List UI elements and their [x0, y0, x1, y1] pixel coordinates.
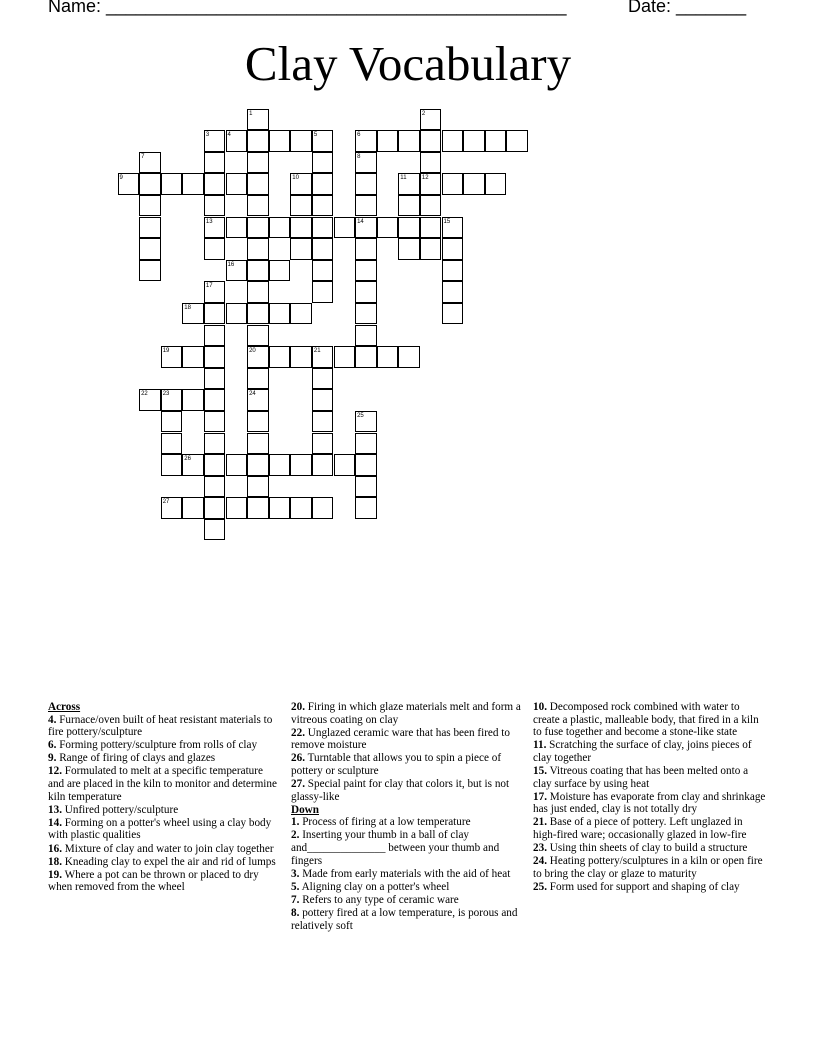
grid-cell[interactable] — [290, 497, 312, 519]
clue-item — [291, 894, 521, 907]
grid-cell[interactable] — [398, 173, 420, 195]
grid-cell[interactable] — [247, 389, 269, 411]
grid-cell[interactable] — [226, 130, 248, 152]
grid-cell[interactable] — [377, 217, 399, 239]
grid-cell[interactable] — [204, 217, 226, 239]
clue-number-label: 22. — [291, 726, 305, 739]
grid-cell[interactable] — [247, 152, 269, 174]
grid-cell[interactable] — [204, 173, 226, 195]
grid-cell[interactable] — [204, 476, 226, 498]
name-field-label[interactable]: Name: ______________________________________________ — [48, 0, 567, 16]
grid-cell[interactable] — [269, 346, 291, 368]
grid-cell[interactable] — [226, 260, 248, 282]
grid-cell[interactable] — [204, 454, 226, 476]
clue-number-label: 6. — [48, 739, 57, 752]
grid-cell[interactable] — [182, 173, 204, 195]
grid-cell[interactable] — [442, 260, 464, 282]
clue-text: Decomposed rock combined with water to create a plastic, malleable body, that fired in a kiln to fuse together and become a stone-like state — [533, 701, 759, 739]
grid-cell[interactable] — [312, 195, 334, 217]
grid-cell[interactable] — [312, 389, 334, 411]
grid-cell[interactable] — [290, 130, 312, 152]
clue-text: Formulated to melt at a specific temperature and are placed in the kiln to monitor and determine kiln temperature — [48, 765, 277, 803]
grid-cell[interactable] — [204, 303, 226, 325]
grid-cell[interactable] — [290, 454, 312, 476]
clue-number-label: 12. — [48, 765, 62, 778]
grid-cell[interactable] — [442, 130, 464, 152]
grid-cell[interactable] — [247, 497, 269, 519]
clue-item — [291, 701, 521, 726]
clue-text: Using thin sheets of clay to build a structure — [546, 842, 748, 855]
clue-number: 10 — [292, 175, 299, 182]
grid-cell[interactable] — [485, 130, 507, 152]
clue-text: Made from early materials with the aid of heat — [299, 867, 511, 880]
clue-number: 8 — [357, 153, 361, 160]
grid-cell[interactable] — [355, 411, 377, 433]
page-title: Clay Vocabulary — [244, 36, 572, 91]
clue-number-label: 23. — [533, 842, 547, 855]
grid-cell[interactable] — [204, 130, 226, 152]
grid-cell[interactable] — [182, 497, 204, 519]
grid-cell[interactable] — [506, 130, 528, 152]
clue-text: Range of firing of clays and glazes — [56, 752, 216, 765]
clue-number-label: 19. — [48, 868, 62, 881]
grid-cell[interactable] — [355, 433, 377, 455]
grid-cell[interactable] — [247, 130, 269, 152]
grid-cell[interactable] — [247, 281, 269, 303]
grid-cell[interactable] — [355, 281, 377, 303]
grid-cell[interactable] — [204, 433, 226, 455]
grid-cell[interactable] — [269, 130, 291, 152]
grid-cell[interactable] — [312, 130, 334, 152]
clue-text: Unglazed ceramic ware that has been fired to remove moisture — [291, 726, 510, 752]
grid-cell[interactable] — [442, 173, 464, 195]
grid-cell[interactable] — [139, 173, 161, 195]
clue-number: 20 — [249, 348, 256, 355]
clue-number: 11 — [400, 175, 407, 182]
clue-number: 4 — [227, 132, 231, 139]
grid-cell[interactable] — [247, 195, 269, 217]
clues-column-3 — [533, 701, 768, 894]
clue-number-label: 9. — [48, 752, 57, 765]
grid-cell[interactable] — [139, 389, 161, 411]
grid-cell[interactable] — [247, 368, 269, 390]
clue-text: pottery fired at a low temperature, is porous and relatively soft — [291, 907, 518, 932]
grid-cell[interactable] — [247, 173, 269, 195]
grid-cell[interactable] — [312, 411, 334, 433]
clue-item — [48, 804, 278, 817]
grid-cell[interactable] — [355, 260, 377, 282]
grid-cell[interactable] — [226, 173, 248, 195]
grid-cell[interactable] — [355, 346, 377, 368]
clue-item — [291, 752, 521, 777]
grid-cell[interactable] — [226, 303, 248, 325]
grid-cell[interactable] — [247, 346, 269, 368]
grid-cell[interactable] — [139, 195, 161, 217]
grid-cell[interactable] — [398, 346, 420, 368]
clue-text: Where a pot can be thrown or placed to dry when removed from the wheel — [48, 868, 259, 894]
clue-number: 6 — [357, 132, 361, 139]
grid-cell[interactable] — [355, 497, 377, 519]
grid-cell[interactable] — [290, 346, 312, 368]
clue-number-label: 25. — [533, 880, 547, 893]
grid-cell[interactable] — [420, 173, 442, 195]
grid-cell[interactable] — [269, 497, 291, 519]
grid-cell[interactable] — [247, 109, 269, 131]
clue-item — [533, 791, 768, 816]
grid-cell[interactable] — [118, 173, 140, 195]
clue-text: Forming on a potter's wheel using a clay body with plastic qualities — [48, 816, 272, 842]
clue-item — [291, 881, 521, 894]
grid-cell[interactable] — [204, 411, 226, 433]
grid-cell[interactable] — [269, 454, 291, 476]
clue-number-label: 8. — [291, 907, 300, 919]
clues-column-1 — [48, 701, 278, 894]
clue-number-label: 18. — [48, 855, 62, 868]
clue-item — [533, 739, 768, 764]
grid-cell[interactable] — [485, 173, 507, 195]
clue-text: Inserting your thumb in a ball of clay and______________ between your thumb and fingers — [291, 829, 500, 867]
grid-cell[interactable] — [355, 476, 377, 498]
clue-text: Form used for support and shaping of clay — [546, 880, 740, 893]
grid-cell[interactable] — [161, 497, 183, 519]
grid-cell[interactable] — [161, 433, 183, 455]
grid-cell[interactable] — [161, 173, 183, 195]
clue-number-label: 21. — [533, 816, 547, 829]
clue-item — [48, 752, 278, 765]
clue-item — [291, 829, 521, 867]
grid-cell[interactable] — [226, 217, 248, 239]
grid-cell[interactable] — [182, 303, 204, 325]
clue-number: 23 — [162, 391, 170, 398]
grid-cell[interactable] — [398, 195, 420, 217]
grid-cell[interactable] — [312, 497, 334, 519]
grid-cell[interactable] — [312, 454, 334, 476]
clue-text: Aligning clay on a potter's wheel — [299, 880, 450, 893]
clue-number: 24 — [249, 391, 256, 398]
clue-text: Vitreous coating that has been melted onto a clay surface by using heat — [533, 764, 749, 790]
clue-item — [291, 868, 521, 881]
grid-cell[interactable] — [161, 454, 183, 476]
clue-number-label: 20. — [291, 701, 305, 713]
clue-number: 5 — [313, 132, 318, 139]
grid-cell[interactable] — [334, 346, 356, 368]
clue-item — [48, 843, 278, 856]
clue-number: 18 — [184, 304, 191, 311]
clue-number-label: 4. — [48, 713, 57, 726]
grid-cell[interactable] — [204, 368, 226, 390]
clue-number-label: 2. — [291, 829, 300, 842]
grid-cell[interactable] — [204, 389, 226, 411]
clue-item — [533, 842, 768, 855]
grid-cell[interactable] — [139, 152, 161, 174]
grid-cell[interactable] — [290, 195, 312, 217]
grid-cell[interactable] — [355, 325, 377, 347]
grid-cell[interactable] — [290, 217, 312, 239]
grid-cell[interactable] — [398, 130, 420, 152]
clues-column-2 — [291, 701, 521, 933]
grid-cell[interactable] — [269, 217, 291, 239]
grid-cell[interactable] — [269, 303, 291, 325]
grid-cell[interactable] — [269, 260, 291, 282]
clue-number-label: 7. — [291, 893, 300, 906]
clue-number: 15 — [443, 218, 451, 225]
clue-number: 1 — [249, 110, 253, 117]
clue-item — [48, 714, 278, 739]
clue-text: Heating pottery/sculptures in a kiln or open fire to bring the clay or glaze to maturity — [533, 855, 763, 880]
clue-number: 14 — [357, 218, 364, 225]
grid-cell[interactable] — [334, 454, 356, 476]
clue-number-label: 3. — [291, 867, 300, 880]
clue-text: Moisture has evaporate from clay and shrinkage has just ended, clay is not totally dry — [533, 790, 766, 816]
grid-cell[interactable] — [204, 281, 226, 303]
grid-cell[interactable] — [420, 195, 442, 217]
grid-cell[interactable] — [355, 152, 377, 174]
grid-cell[interactable] — [182, 454, 204, 476]
clue-item — [48, 817, 278, 842]
grid-cell[interactable] — [247, 303, 269, 325]
grid-cell[interactable] — [312, 152, 334, 174]
grid-cell[interactable] — [355, 238, 377, 260]
clue-text: Furnace/oven built of heat resistant materials to fire pottery/sculpture — [48, 713, 273, 739]
clue-text: Unfired pottery/sculpture — [61, 803, 179, 816]
grid-cell[interactable] — [161, 411, 183, 433]
grid-cell[interactable] — [204, 238, 226, 260]
clue-text: Base of a piece of pottery. Left unglazed in high-fired ware; occasionally glazed in low-fire — [533, 816, 747, 841]
grid-cell[interactable] — [355, 195, 377, 217]
clue-item — [533, 881, 768, 894]
grid-cell[interactable] — [204, 325, 226, 347]
grid-cell[interactable] — [312, 260, 334, 282]
clue-number: 9 — [119, 175, 123, 182]
grid-cell[interactable] — [442, 281, 464, 303]
grid-cell[interactable] — [139, 217, 161, 239]
grid-cell[interactable] — [139, 260, 161, 282]
clue-number-label: 27. — [291, 778, 305, 791]
clue-text: Special paint for clay that colors it, but is not glassy-like — [291, 778, 510, 803]
grid-cell[interactable] — [312, 346, 334, 368]
clue-number: 7 — [141, 153, 145, 160]
grid-cell[interactable] — [312, 173, 334, 195]
grid-cell[interactable] — [355, 173, 377, 195]
grid-cell[interactable] — [204, 346, 226, 368]
grid-cell[interactable] — [420, 109, 442, 131]
grid-cell[interactable] — [442, 238, 464, 260]
grid-cell[interactable] — [290, 238, 312, 260]
clue-number: 17 — [205, 283, 213, 290]
clue-item — [48, 765, 278, 803]
grid-cell[interactable] — [204, 519, 226, 541]
clue-number: 16 — [227, 261, 235, 268]
grid-cell[interactable] — [247, 260, 269, 282]
clue-number-label: 17. — [533, 790, 547, 803]
clue-text: Turntable that allows you to spin a piece of pottery or sculpture — [291, 752, 502, 777]
grid-cell[interactable] — [204, 152, 226, 174]
clue-item — [533, 816, 768, 841]
clue-number: 27 — [162, 499, 170, 506]
grid-cell[interactable] — [182, 346, 204, 368]
grid-cell[interactable] — [398, 238, 420, 260]
clue-number: 19 — [162, 348, 170, 355]
grid-cell[interactable] — [182, 389, 204, 411]
grid-cell[interactable] — [247, 454, 269, 476]
clue-item — [291, 778, 521, 803]
clue-item — [48, 869, 278, 894]
clue-number: 2 — [421, 110, 426, 117]
clue-number-label: 26. — [291, 752, 305, 765]
clue-item — [533, 765, 768, 790]
grid-cell[interactable] — [247, 325, 269, 347]
grid-cell[interactable] — [290, 303, 312, 325]
clue-number: 12 — [421, 175, 429, 182]
grid-cell[interactable] — [247, 217, 269, 239]
clue-item — [48, 739, 278, 752]
grid-cell[interactable] — [420, 130, 442, 152]
grid-cell[interactable] — [247, 411, 269, 433]
clue-number-label: 10. — [533, 701, 547, 713]
clue-number: 25 — [357, 412, 364, 419]
clue-item — [291, 727, 521, 752]
grid-cell[interactable] — [355, 303, 377, 325]
grid-cell[interactable] — [247, 433, 269, 455]
grid-cell[interactable] — [463, 130, 485, 152]
clue-number-label: 13. — [48, 803, 62, 816]
grid-cell[interactable] — [334, 217, 356, 239]
grid-cell[interactable] — [290, 173, 312, 195]
grid-cell[interactable] — [226, 497, 248, 519]
grid-cell[interactable] — [377, 346, 399, 368]
clue-number: 13 — [205, 218, 213, 225]
clue-item — [291, 907, 521, 932]
clue-number-label: 14. — [48, 816, 62, 829]
clue-item — [291, 816, 521, 829]
grid-cell[interactable] — [355, 130, 377, 152]
grid-cell[interactable] — [377, 130, 399, 152]
clue-number-label: 16. — [48, 842, 62, 855]
grid-cell[interactable] — [204, 497, 226, 519]
grid-cell[interactable] — [355, 454, 377, 476]
clue-item — [48, 856, 278, 869]
grid-cell[interactable] — [161, 389, 183, 411]
clue-number-label: 24. — [533, 855, 547, 868]
across-heading: Across — [48, 701, 81, 713]
grid-cell[interactable] — [312, 217, 334, 239]
clue-text: Mixture of clay and water to join clay together — [61, 842, 274, 855]
clue-text: Refers to any type of ceramic ware — [299, 893, 459, 906]
clue-text: Kneading clay to expel the air and rid of lumps — [61, 855, 276, 868]
grid-cell[interactable] — [161, 346, 183, 368]
clue-number: 26 — [184, 456, 191, 463]
grid-cell[interactable] — [442, 217, 464, 239]
clue-text: Scratching the surface of clay, joins pieces of clay together — [533, 739, 752, 764]
clue-text: Forming pottery/sculpture from rolls of clay — [56, 739, 258, 752]
clue-number-label: 1. — [291, 816, 300, 829]
grid-cell[interactable] — [398, 217, 420, 239]
grid-cell[interactable] — [247, 238, 269, 260]
date-field-label[interactable]: Date: _______ — [628, 0, 747, 16]
grid-cell[interactable] — [312, 368, 334, 390]
grid-cell[interactable] — [420, 238, 442, 260]
clue-text: Firing in which glaze materials melt and form a vitreous coating on clay — [291, 701, 521, 726]
grid-cell[interactable] — [312, 281, 334, 303]
down-heading: Down — [291, 803, 319, 816]
grid-cell[interactable] — [463, 173, 485, 195]
grid-cell[interactable] — [204, 195, 226, 217]
clue-number: 21 — [313, 348, 321, 355]
grid-cell[interactable] — [420, 217, 442, 239]
grid-cell[interactable] — [312, 238, 334, 260]
clue-number: 3 — [205, 132, 210, 139]
clue-text: Process of firing at a low temperature — [299, 816, 471, 829]
grid-cell[interactable] — [420, 152, 442, 174]
grid-cell[interactable] — [247, 476, 269, 498]
clue-item — [533, 701, 768, 739]
clue-item — [533, 855, 768, 880]
grid-cell[interactable] — [139, 238, 161, 260]
clue-number-label: 15. — [533, 764, 547, 777]
grid-cell[interactable] — [355, 217, 377, 239]
clue-number-label: 11. — [533, 739, 547, 752]
grid-cell[interactable] — [226, 454, 248, 476]
grid-cell[interactable] — [312, 433, 334, 455]
grid-cell[interactable] — [442, 303, 464, 325]
clue-number-label: 5. — [291, 880, 300, 893]
clue-number: 22 — [141, 391, 148, 398]
